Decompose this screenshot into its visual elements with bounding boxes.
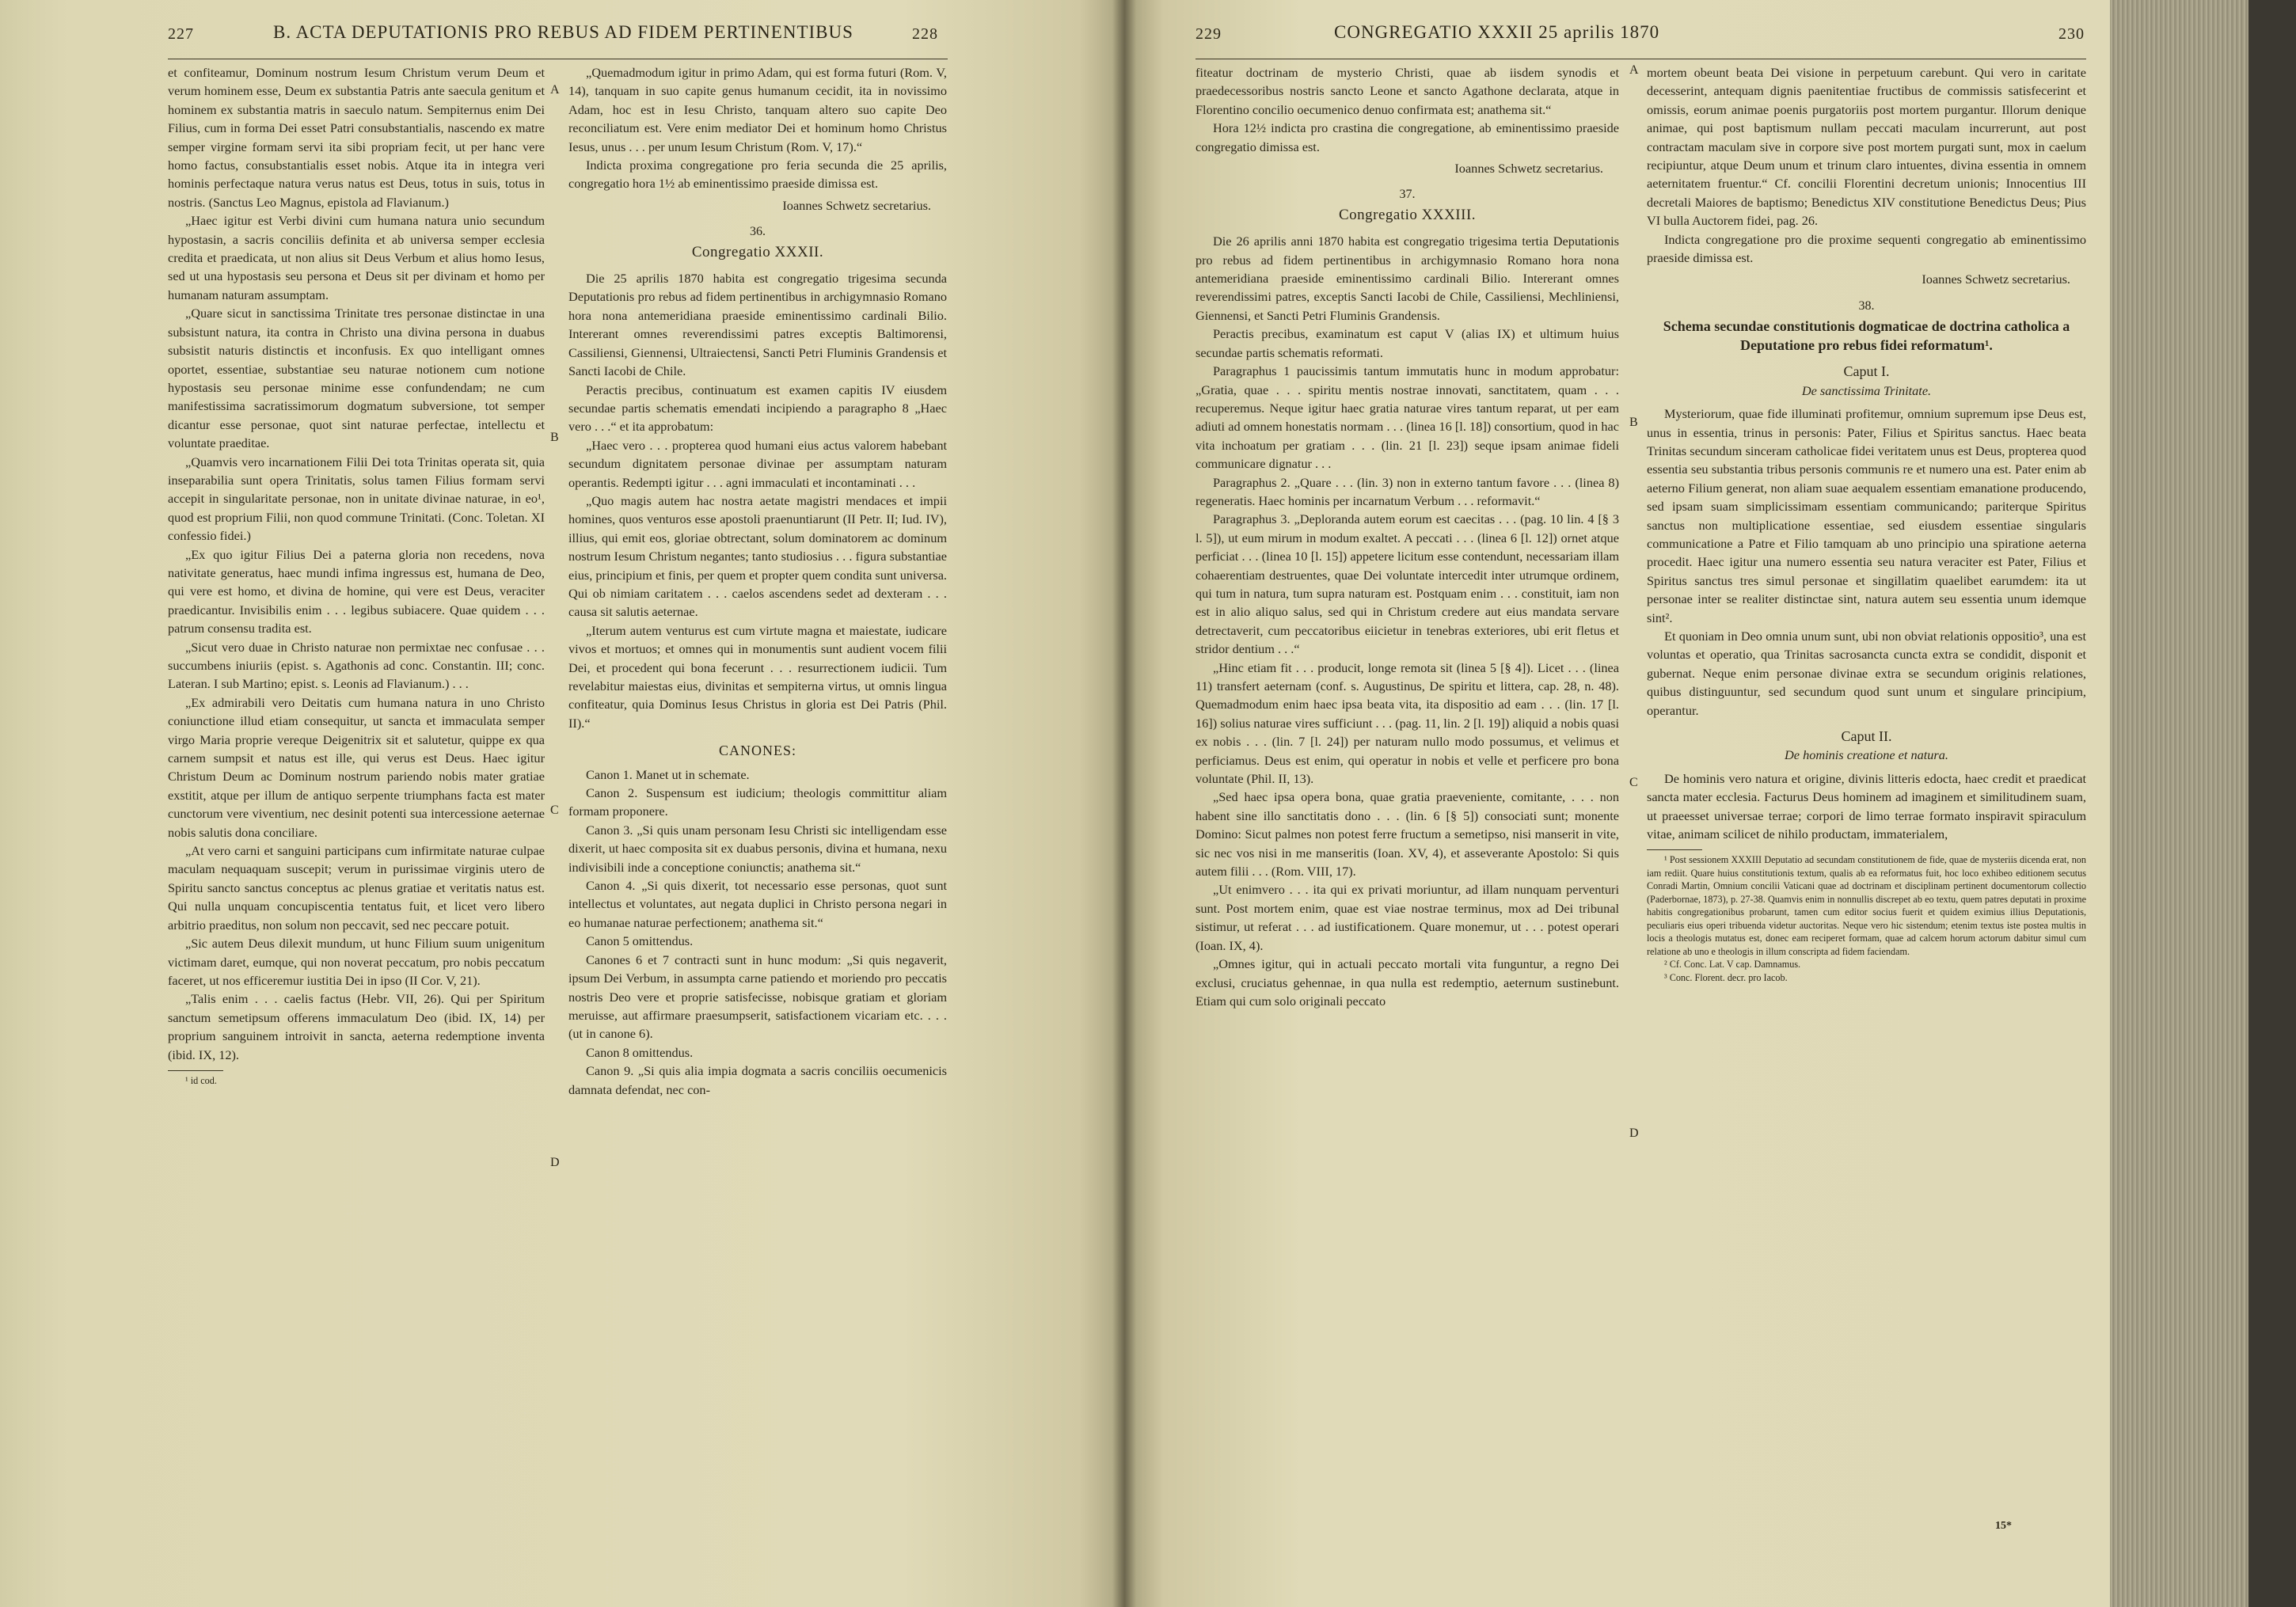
- right-running-header: [1124, 22, 2110, 54]
- left-page-number-a: 227: [168, 25, 194, 43]
- paragraph: „Quo magis autem hac nostra aetate magistri mendaces et impii homines, quos venturos esse apostoli praenuntiarunt (II Petr. II; Iud. IV), illius, qui emit eos, gloriae obtrectant, solum dominatorem ac dominum nostrum Iesum Christum negantes; tanto studiosius . . . figura substantiae eius, principium et finis, per quem et propter quem condita sunt universa. Qui ob nimiam caritatem . . . caelos ascendens sedet ad dexteram . . . causa sit salutis aeternae.: [568, 492, 947, 620]
- right-page-number-a: 229: [1196, 25, 1222, 43]
- signature-mark: 15*: [1995, 1520, 2012, 1532]
- paragraph: „Ex admirabili vero Deitatis cum humana natura in uno Christo coniunctione illud etiam consequitur, ut sancta et immaculata semper virgo Maria proprie vereque Deigenitrix sit et salutetur, quippe ex qua carnem sumpsit et natus est ille, qui verus est Deus. Haec igitur Christum Deum ac Dominum nostrum pariendo nobis mater gratiae exstitit, atque per illum de antiquo serpente triumphans facta est mater cunctorum vere viventium, nec desinit potenti sua intercessione aeternae nobis salutis dona conciliare.: [168, 694, 545, 840]
- caput-subtitle: De sanctissima Trinitate.: [1801, 382, 1932, 398]
- canon-paragraph: Canon 4. „Si quis dixerit, tot necessario esse personas, quot sunt intellectus et voluntates, aut negata duplici in Christo persona negari in eo humanae naturae perfectionem; anathema sit.“: [568, 878, 947, 930]
- paragraph: Die 25 aprilis 1870 habita est congregatio trigesima secunda Deputationis pro rebus ad fidem pertinentibus in archigymnasio Romano hora nona antemeridiana praeside eminentissimo cardinali Bilio. Intererant omnes reverendissimi patres exceptis Baltimorensi, Cassiliensi, Giennensi, Ultraiectensi, Sancti Petri Fluminis Grandensis et Sancti Iacobi de Chile.: [568, 271, 947, 379]
- paragraph: mortem obeunt beata Dei visione in perpetuum carebunt. Qui vero in caritate decesserint, antequam dignis paenitentiae fructibus de commissis satisfecerint et omissis, eorum animae poenis purgatoriis post mortem purgantur. Illorum denique animae, qui post baptismum nullam peccati maculam incurrerunt, aut post contractam maculam sive in corpore sive post mortem purgati sunt, mox in caelum recipiuntur, atque Deum unum et trinum claro intuentes, divina essentia in omnem aeternitatem fruentur.“ Cf. concilii Florentini decretum unionis; Innocentius III decretali Maiores de baptismo; Benedictus XIV constitutione Benedictus Deus; Pius VI bulla Auctorem fidei, pag. 26.: [1647, 65, 2086, 229]
- margin-letter-d: D: [550, 1156, 560, 1169]
- canones-heading: CANONES:: [718, 743, 796, 759]
- paragraph: Peractis precibus, continuatum est examen capitis IV eiusdem secundae partis schematis emendati incipiendo a paragrapho 8 „Haec vero . . .“ et ita approbatum:: [568, 382, 947, 435]
- paragraph: De hominis vero natura et origine, divinis litteris edocta, haec credit et praedicat sancta mater ecclesia. Facturus Deus hominem ad imaginem et similitudinem suam, ut praeesset universae terrae; corpori de limo terrae formato inspiravit spiraculum vitae, animam scilicet de nihilo productam, immaterialem,: [1647, 770, 2086, 842]
- paragraph: Hora 12½ indicta pro crastina die congregatione, ab eminentissimo praeside congregatio dimissa est.: [1196, 120, 1619, 154]
- canon-paragraph: Canon 3. „Si quis unam personam Iesu Christi sic intelligendam esse dixerit, ut haec composita sit ex duabus personis, divina et humana, nexu indivisibili inde a conceptione coniunctis; anathema sit.“: [568, 822, 947, 875]
- footnote: ³ Conc. Florent. decr. pro Iacob.: [1664, 971, 1788, 983]
- paragraph: „Haec igitur est Verbi divini cum humana natura unio secundum hypostasin, a sacris conciliis definita et ab universa semper ecclesia credita et praedicata, ut non alius sit Deus Verbum et alius homo Iesus, sed ut una hypostasis seu persona et Deus sit per divinam et homo per humanam naturam assumptam.: [168, 213, 545, 302]
- footnote: ¹ Post sessionem XXXIII Deputatio ad secundam constitutionem de fide, quae de mysteriis dicenda erat, non iam rediit. Quare huius constitutionis textum, qualis ab ea reformatus fuit, hoc loco exhibeo editionem secutus Conradi Martin, Omnium concilii Vaticani quae ad doctrinam et disciplinam pertinent documentorum collectio (Paderbornae, 1873), p. 27-38. Quamvis enim in nonnullis discrepet ab eo textu, quem patres deputati in proxime habitis congregationibus probarunt, tamen cum editor socius fuerit et quidem eximius illius Deputationis, peculiaris eius operi tribuenda videtur auctoritas. Neque vero hic sistendum; etenim textus iste postea multis in locis a theologis mutatus est, donec eam reciperet formam, quae ad calcem horum actorum dabitur simul cum relatione ab uno e theologis in illum conscripta ad fidem faciendam.: [1647, 854, 2086, 957]
- page-edges: [2110, 0, 2296, 1607]
- right-margin-letter-c: C: [1629, 776, 1638, 789]
- left-page-number-b: 228: [912, 25, 938, 43]
- paragraph: „Sic autem Deus dilexit mundum, ut hunc Filium suum unigenitum victimam daret, eumque, qui non noverat peccatum, pro nobis peccatum faceret, ut nos efficeremur iustitia Dei in ipso (II Cor. V, 21).: [168, 936, 545, 988]
- book-gutter: [1112, 0, 1136, 1607]
- section-title: Congregatio XXXIII.: [1338, 206, 1477, 223]
- footnote-rule: [168, 1070, 223, 1071]
- caput-subtitle: De hominis creatione et natura.: [1785, 747, 1948, 763]
- paragraph: „Quemadmodum igitur in primo Adam, qui est forma futuri (Rom. V, 14), tanquam in suo capite genus humanum cecidit, ita in novissimo Adam, hoc est in Iesu Christo, tanquam altero suo capite Deo reconciliatum est. Vere enim mediator Dei et hominum homo Christus Iesus, unus . . . per unum Iesum Christum (Rom. V, 17).“: [568, 65, 947, 154]
- paragraph: „Sed haec ipsa opera bona, quae gratia praeveniente, comitante, . . . non habent sine illo sanctitatis dono . . . (lin. 6 [§ 5]) consociati sunt; monente Domino: Sicut palmes non potest ferre fructum a semetipso, nisi manserit in vite, sic nec vos nisi in me manseritis (Ioan. XV, 4), et asseverante Apostolo: Si quis autem filii . . . (Rom. VIII, 17).: [1196, 789, 1619, 879]
- paragraph: „Ut enimvero . . . ita qui ex privati moriuntur, ad illam nunquam perventuri sunt. Post mortem enim, quae est viae nostrae terminus, mox ad Dei tribunal sistimur, ut referat . . . ad iustificationem. Quare monemur, ut . . . potest operari (Ioan. IX, 4).: [1196, 882, 1619, 953]
- paragraph: „Sicut vero duae in Christo naturae non permixtae nec confusae . . . succumbens iniuriis (epist. s. Agathonis ad conc. Constantin. III; conc. Lateran. I sub Martino; epist. s. Leonis ad Flavianum.) . . .: [168, 639, 545, 692]
- right-header-title: CONGREGATIO XXXII 25 aprilis 1870: [1334, 22, 1660, 42]
- footnote: ² Cf. Conc. Lat. V cap. Damnamus.: [1664, 959, 1801, 971]
- canon-paragraph: Canones 6 et 7 contracti sunt in hunc modum: „Si quis negaverit, ipsum Dei Verbum, in assumpta carne patiendo et moriendo pro peccatis nostris Deo vere et proprie satisfecisse, nobisque gratiam et gloriam meruisse, aut affirmare praesumpserit, satisfactionem vicariam etc. . . . (ut in canone 6).: [568, 952, 947, 1042]
- margin-letter-b: B: [550, 431, 559, 444]
- secretary-signature: Ioannes Schwetz secretarius.: [1922, 272, 2070, 287]
- paragraph: „Hinc etiam fit . . . producit, longe remota sit (linea 5 [§ 4]). Licet . . . (linea 11) transfert aeternam (conf. s. Augustinus, De spiritu et littera, cap. 28, n. 48). Quemadmodum enim haec ipsa beata vita, ita dispositio ad eam . . . (lin. 17 [l. 16]) solius naturae vires sufficiunt . . . (pag. 11, lin. 2 [l. 19]) aliquid a nobis quasi ex nobis . . . (lin. 7 [l. 24]) per naturam nullo modo possumus, et velimus et perficiamus. Deus est enim, qui operatur in nobis et velle et perficere pro bona voluntate (Phil. II, 13).: [1196, 659, 1619, 787]
- right-column-2: [1647, 63, 2086, 1567]
- canon-paragraph: Canon 1. Manet ut in schemate.: [586, 766, 750, 782]
- footnote-rule: [1647, 849, 1702, 850]
- left-header-title: B. ACTA DEPUTATIONIS PRO REBUS AD FIDEM PERTINENTIBUS: [273, 22, 853, 42]
- section-number: 36.: [750, 225, 766, 239]
- left-page: [0, 0, 1124, 1607]
- left-column-1: [168, 63, 545, 1567]
- secretary-signature: Ioannes Schwetz secretarius.: [782, 197, 931, 213]
- paragraph: „Haec vero . . . propterea quod humani eius actus valorem habebant secundum dignitatem personae divinae per assumptam naturam operantis. Redempti igitur . . . agni immaculati et incontaminati . . .: [568, 437, 947, 490]
- paragraph: et confiteamur, Dominum nostrum Iesum Christum verum Deum et verum hominem esse, Deum ex substantia Patris ante saecula genitum et hominem ex substantia matris in saeculo natum. Sempiternus enim Dei Filius, cum in forma Dei esset Patri consubstantialis, nascendo ex matre semper virgine formam servi ita sibi propriam fecit, ut per hanc vere homo factus, consubstantialis esset nobis. Atque ita in integra veri hominis perfectaque natura verus natus est Deus, totus in suis, totus in nostris. (Sanctus Leo Magnus, epistola ad Flavianum.): [168, 65, 545, 210]
- right-margin-letter-b: B: [1629, 416, 1638, 429]
- left-column-2: [568, 63, 947, 1567]
- canon-paragraph: Canon 5 omittendus.: [586, 933, 694, 949]
- right-page-number-b: 230: [2058, 25, 2085, 43]
- canon-paragraph: Canon 9. „Si quis alia impia dogmata a sacris conciliis oecumenicis damnata defendat, nec con-: [568, 1063, 947, 1097]
- paragraph: „Iterum autem venturus est cum virtute magna et maiestate, iudicare vivos et mortuos; et omnes qui in monumentis sunt audient vocem filii Dei, et procedent qui bona fecerunt . . . resurrectionem iudicii. Tum revelabitur maiestas eius, divinitas et sempiterna virtus, ut omnis lingua confiteatur, quia Dominus Iesus Christus in gloria est Dei Patris (Phil. II).“: [568, 622, 947, 731]
- paragraph: Indicta proxima congregatione pro feria secunda die 25 aprilis, congregatio hora 1½ ab eminentissimo praeside dimissa est.: [568, 158, 947, 192]
- paragraph: Et quoniam in Deo omnia unum sunt, ubi non obviat relationis oppositio³, una est voluntas et operatio, qua Trinitas sacrosancta cuncta extra se condidit, disponit et gubernat. Neque enim personae divinae extra se secundum originis relationes, quibus distinguuntur, sed secundum quod sunt unum et singulare principium, operantur.: [1647, 628, 2086, 718]
- book-cover: [2248, 0, 2296, 1607]
- left-running-header: [0, 22, 1124, 54]
- footnote: ¹ id cod.: [185, 1074, 217, 1086]
- caput-heading: Caput II.: [1841, 728, 1892, 744]
- canon-paragraph: Canon 8 omittendus.: [586, 1044, 694, 1060]
- paragraph: Paragraphus 2. „Quare . . . (lin. 3) non in externo tantum favore . . . (linea 8) regeneratis. Haec hominis per incarnatum Verbum . . . reformavit.“: [1196, 474, 1619, 508]
- secretary-signature: Ioannes Schwetz secretarius.: [1454, 161, 1603, 177]
- paragraph: „Talis enim . . . caelis factus (Hebr. VII, 26). Qui per Spiritum sanctum semetipsum offerens immaculatum Deo (ibid. IX, 14) per proprium sanguinem introivit in sancta, aeterna redemptione inventa (ibid. IX, 12).: [168, 991, 545, 1062]
- right-column-1: [1196, 63, 1619, 1567]
- paragraph: „Omnes igitur, qui in actuali peccato mortali vita funguntur, a regno Dei exclusi, cruciatus gehennae, in qua nulla est redemptio, aeternum sustinebunt. Etiam qui cum solo originali peccato: [1196, 956, 1619, 1009]
- paragraph: Die 26 aprilis anni 1870 habita est congregatio trigesima tertia Deputationis pro rebus ad fidem pertinentibus in archigymnasio Romano hora nona antemeridiana praeside eminentissimo cardinali Bilio. Intererant omnes reverendissimi patres, exceptis Sancti Iacobi de Chile, Cassiliensi, Mechliniensi, Giennensi, et Sancti Petri Fluminis Grandensis.: [1196, 234, 1619, 323]
- right-margin-letter-a: A: [1629, 63, 1639, 77]
- margin-letter-a: A: [550, 83, 560, 97]
- paragraph: Paragraphus 3. „Deploranda autem eorum est caecitas . . . (pag. 10 lin. 4 [§ 3 l. 5]), ut eum mirum in modum exaltet. A peccati . . . (linea 6 [l. 12]) ornet atque perficiat . . . (linea 10 [l. 15]) appetere licitum esse contendunt, necessariam illam cohaerentiam destruentes, quae Dei voluntate intercedit inter utrumque ordinem, qui tum in natura, tum supra naturam est. Postquam enim . . . constituit, iam non est in alio aliquo salus, sed qui in Christum credere aut eius mandata servare detrectaverit, cum peccatoribus eiicietur in tenebras exteriores, ubi erit fletus et stridor dentium . . .“: [1196, 511, 1619, 657]
- paragraph: „Ex quo igitur Filius Dei a paterna gloria non recedens, nova nativitate generatus, haec mundi infima ingressus est, humana de Deo, qui vere est homo, et divina de homine, qui vere est Deus, veraciter praedicantur. Invisibilis enim . . . legibus subiacere. Quae quidem . . . patrum consensu tradita est.: [168, 546, 545, 636]
- margin-letter-c: C: [550, 804, 559, 817]
- section-number: 38.: [1858, 298, 1875, 313]
- caput-heading: Caput I.: [1843, 363, 1890, 380]
- right-margin-letter-d: D: [1629, 1126, 1639, 1140]
- paragraph: Paragraphus 1 paucissimis tantum immutatis hunc in modum approbatur: „Gratia, quae . . . spiritu mentis nostrae innovati, sanctitatem, quam . . . recuperemus. Neque igitur haec gratia naturae vires tantum reparat, ut per eam adiuti ad omnem honestatis normam . . . (linea 16 [l. 18]) consortium, quod in hac vita inchoatum per gratiam . . . (lin. 21 [l. 23]) seque ipsam animae fideli communicare dignatur . . .: [1196, 363, 1619, 472]
- paragraph: „Quare sicut in sanctissima Trinitate tres personae distinctae in una subsistunt natura, ita contra in Christo una divina persona in duabus subsistit naturis distinctis et inconfusis. Ex quo intelligant omnes oportet, essentiae, substantiae seu naturae notionem cum notione hypostasis seu personae minime esse confundendam; ne cum manifestissima sacratissimorum dogmatum subversione, tot semper dicantur esse personae, quot sint naturae perfectae, intellectu et voluntate praeditae.: [168, 306, 545, 451]
- section-number: 37.: [1399, 188, 1416, 202]
- schema-title: Schema secundae constitutionis dogmaticae de doctrina catholica a Deputatione pro rebus fidei reformatum¹.: [1663, 318, 2070, 354]
- canon-paragraph: Canon 2. Suspensum est iudicium; theologis committitur aliam formam proponere.: [568, 785, 947, 819]
- section-title: Congregatio XXXII.: [691, 243, 824, 260]
- paragraph: Peractis precibus, examinatum est caput V (alias IX) et ultimum huius secundae partis schematis reformati.: [1196, 326, 1619, 360]
- paragraph: Indicta congregatione pro die proxime sequenti congregatio ab eminentissimo praeside dimissa est.: [1647, 231, 2086, 266]
- paragraph: Mysteriorum, quae fide illuminati profitemur, omnium supremum ipse Deus est, unus in essentia, trinus in personis: Pater, Filius et Spiritus sanctus. Haec beata Trinitas secundum sinceram catholicae fidei veritatem unus est Deus, propterea quod essentia seu substantia tribus personis communis re et numero una est. Pater enim ab aeterno Filium generat, non aliam suae aequalem essentiam emanatione producendo, sed ipsam suam simplicissimam essentiam communicando; pariterque Spiritus sanctus non multiplicatione essentiae, sed eiusdem essentiae singularis communicatione a Patre et Filio tamquam ab uno principio una spiratione aeterna procedit. Haec igitur una numero essentia seu natura veraciter est Pater, Filius et Spiritus sanctus tres simul personae et singillatim quaelibet earumdem: ita ut personae inter se realiter distinctae sint, natura autem seu essentia unum idemque sint².: [1647, 406, 2086, 625]
- right-page: [1124, 0, 2110, 1607]
- paragraph: „Quamvis vero incarnationem Filii Dei tota Trinitas operata sit, quia inseparabilia sunt opera Trinitatis, solus tamen Filius formam servi accepit in singularitate personae, non in unitate divinae naturae, in eo¹, quod est proprium Filii, non quod commune Trinitati. (Conc. Toletan. XI confessio fidei.): [168, 454, 545, 544]
- paragraph: „At vero carni et sanguini participans cum infirmitate naturae culpae maculam nequaquam suscepit; verum in purissimae virginis utero de Spiritu sancto sanctus conceptus ac plenus gratiae et veritatis natus est. Qui nulla unquam concupiscentia tentatus fuit, et licet vero libero arbitrio praeditus, non solum non peccavit, sed nec peccare potuit.: [168, 843, 545, 933]
- paragraph: fiteatur doctrinam de mysterio Christi, quae ab iisdem synodis et praedecessoribus nostris sancto Leone et sancto Agathone declarata, atque in Florentino concilio oecumenico denuo confirmata est; anathema sit.“: [1196, 65, 1619, 117]
